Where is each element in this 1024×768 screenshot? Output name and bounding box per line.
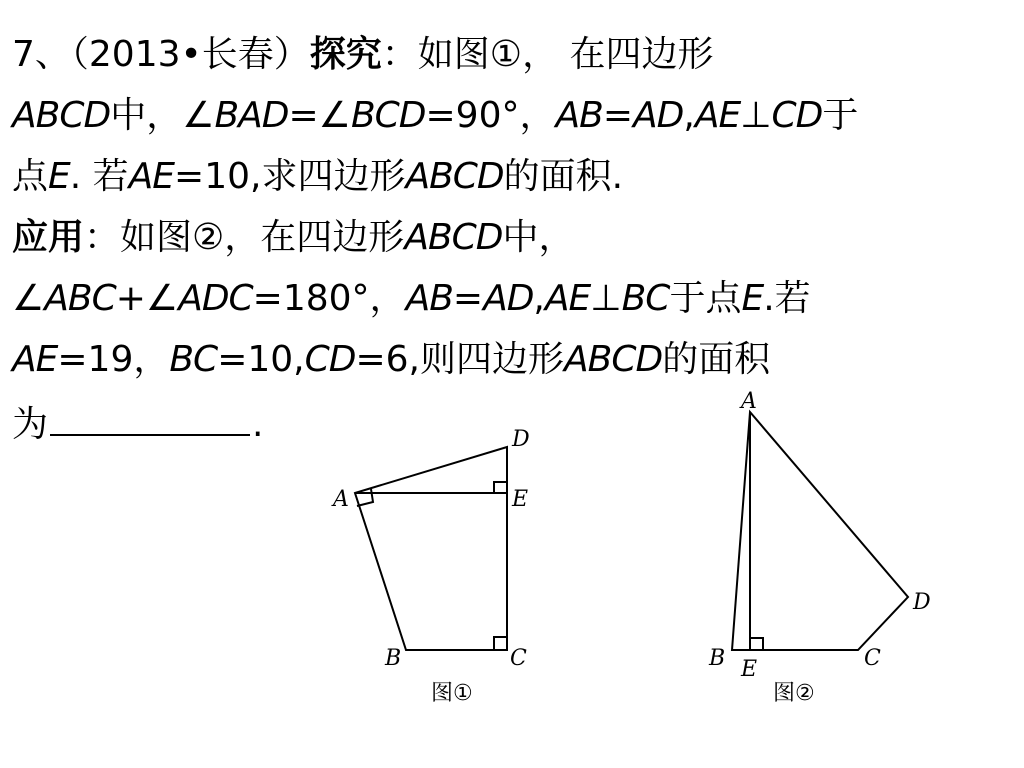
- plain-text: 于: [822, 95, 859, 136]
- plain-text: =10,: [217, 339, 305, 380]
- figure-2-caption: 图②: [773, 681, 815, 706]
- plain-text: 中，: [502, 217, 575, 258]
- var-text: ABCD: [404, 217, 503, 258]
- figure-2: [732, 412, 908, 650]
- var-text: AB: [555, 95, 603, 136]
- plain-text: ⊥: [740, 95, 772, 136]
- plain-text: =10,求四边形: [174, 156, 406, 197]
- label-a-1: A: [333, 487, 349, 512]
- plain-text: 于点: [669, 278, 742, 319]
- problem-number: 7、: [12, 34, 71, 75]
- var-text: CD: [304, 339, 356, 380]
- plain-text: +∠: [115, 278, 179, 319]
- var-text: ADC: [178, 278, 253, 319]
- plain-text: 的面积.: [503, 156, 624, 197]
- quadrilateral-abcd-1: [355, 447, 507, 650]
- plain-text: ,: [683, 95, 695, 136]
- var-text: AE: [694, 95, 741, 136]
- plain-text: 为: [12, 404, 49, 445]
- explore-text: 如图①， 在四边形: [417, 34, 714, 75]
- label-a-2: A: [741, 389, 757, 414]
- label-b-1: B: [385, 646, 402, 671]
- var-text: ABCD: [12, 95, 111, 136]
- var-text: CD: [771, 95, 823, 136]
- plain-text: =180°，: [252, 278, 406, 319]
- plain-text: =90°，: [425, 95, 556, 136]
- apply-colon: ：: [84, 217, 121, 258]
- plain-text: =19，: [57, 339, 170, 380]
- quadrilateral-abcd-2: [732, 412, 908, 650]
- right-angle-mark-c: [494, 637, 507, 650]
- label-b-2: B: [709, 646, 726, 671]
- plain-text: 点: [12, 156, 49, 197]
- var-text: BAD: [214, 95, 289, 136]
- label-e-2: E: [741, 657, 758, 682]
- var-text: BC: [169, 339, 218, 380]
- plain-text: =6,则四边形: [355, 339, 564, 380]
- plain-text: . 若: [69, 156, 129, 197]
- var-text: AB: [405, 278, 453, 319]
- plain-text: =: [602, 95, 633, 136]
- label-e-1: E: [512, 487, 529, 512]
- var-text: AE: [12, 339, 58, 380]
- label-d-1: D: [512, 427, 530, 452]
- figure-1-labels: [331, 427, 530, 706]
- explore-colon: ：: [381, 34, 418, 75]
- label-c-2: C: [864, 646, 881, 671]
- var-text: ABCD: [405, 156, 504, 197]
- var-text: ABC: [44, 278, 116, 319]
- figure-2-labels: [708, 389, 931, 706]
- figure-1-caption: 图①: [431, 681, 473, 706]
- plain-text: 中，∠: [110, 95, 215, 136]
- plain-text: ∠: [12, 278, 45, 319]
- problem-source: （2013•长春）: [70, 34, 310, 75]
- apply-label: 应用: [12, 217, 85, 258]
- label-d-2: D: [913, 590, 931, 615]
- var-text: BCD: [350, 95, 426, 136]
- var-text: AD: [633, 95, 684, 136]
- plain-text: 的面积: [662, 339, 771, 380]
- explore-label: 探究: [309, 34, 382, 75]
- figure-1: [355, 447, 507, 650]
- plain-text: ,: [533, 278, 545, 319]
- right-angle-mark-e: [494, 482, 507, 493]
- plain-text: =∠: [288, 95, 351, 136]
- plain-text: .若: [763, 278, 811, 319]
- right-angle-mark-e-2: [750, 638, 763, 650]
- plain-text: =: [452, 278, 484, 319]
- var-text: AD: [483, 278, 534, 319]
- plain-text: ⊥: [590, 278, 622, 319]
- plain-text: 如图②，在四边形: [120, 217, 405, 258]
- var-text: ABCD: [564, 339, 663, 380]
- var-text: AE: [128, 156, 175, 197]
- var-text: AE: [544, 278, 591, 319]
- plain-text: .: [252, 404, 264, 445]
- var-text: BC: [621, 278, 670, 319]
- label-c-1: C: [510, 646, 527, 671]
- var-text: E: [48, 156, 70, 197]
- var-text: E: [741, 278, 764, 319]
